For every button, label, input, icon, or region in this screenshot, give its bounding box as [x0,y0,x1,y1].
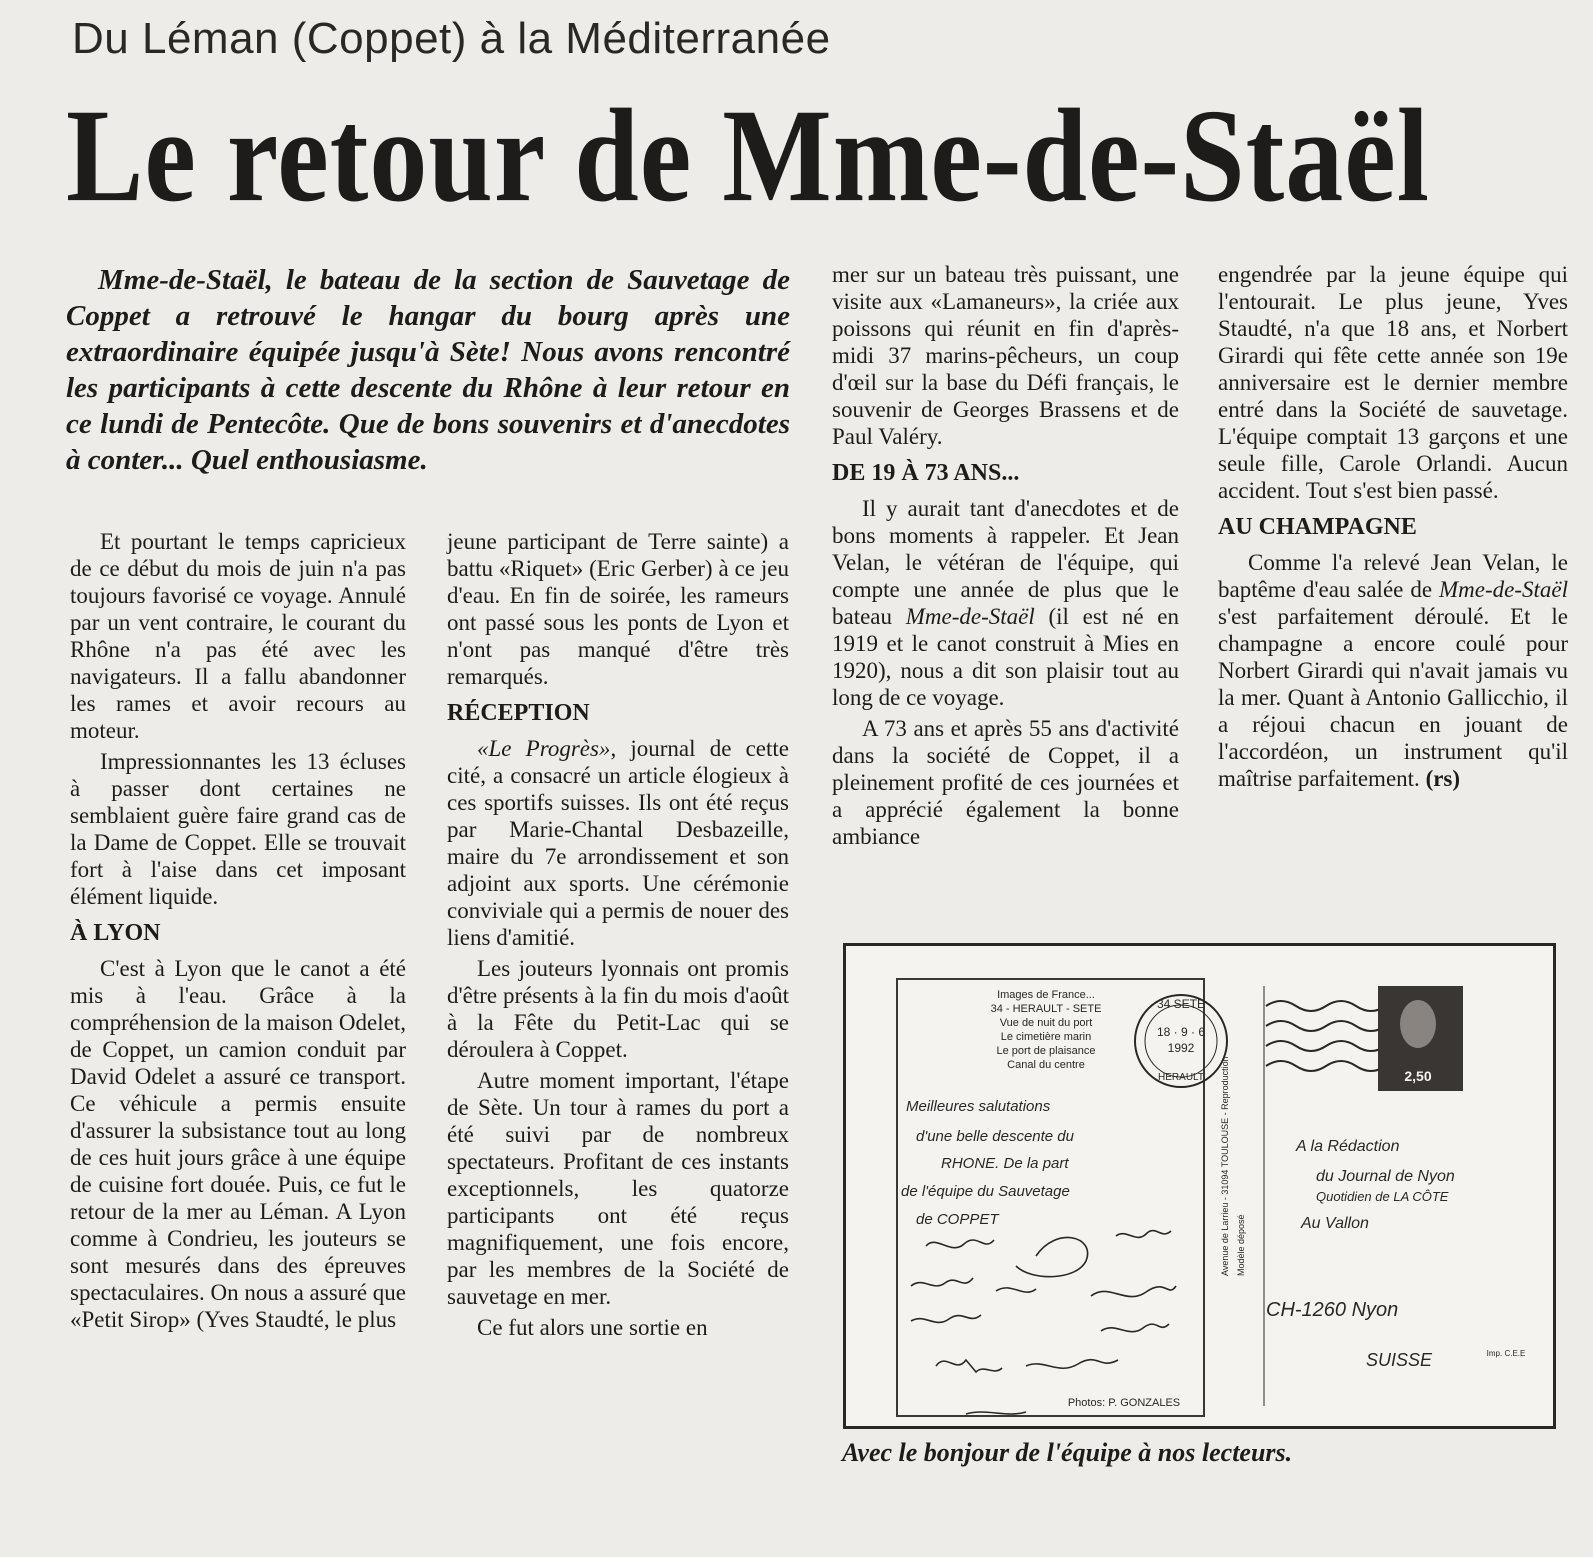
postcard-drawing [846,946,1553,1426]
postcard-printed-line: Vue de nuit du port [999,1017,1093,1029]
postcard-printed-line: Canal du centre [1007,1059,1085,1071]
paragraph: Impressionnantes les 13 écluses à passer dont certaines ne semblaient guère faire grand cas de la Dame de Coppet. Elle se trouvait fort à l'aise dans cet imposant élément liquide. [70,749,406,909]
handwritten-line: Meilleures salutations [906,1098,1051,1115]
paragraph: Les jouteurs lyonnais ont promis d'être présents à la fin du mois d'août à la Fête du Petit-Lac qui se déroulera à Coppet. [447,956,789,1062]
address-postal-code: CH-1260 Nyon [1266,1299,1399,1321]
column-3 [832,261,1179,854]
postcard-printed-line: 34 - HERAULT - SETE [990,1003,1102,1015]
postmark-year: 1992 [1167,1041,1195,1055]
paragraph: Autre moment important, l'étape de Sète. Un tour à rames du port a été suivi par de nombreux spectateurs. Profitant de ces instants exceptionnels, les quatorze participants ont été reçus magnifiquement, une fois encore, par les membres de la Société de sauvetage en mer. [447,1068,789,1309]
paragraph-text: Il y aurait tant d'anecdotes et de bons moments à rappeler. Et Jean Velan, le vétéran de l'équipe, qui compte une année de plus que le bateau [832,496,1179,629]
postcard-printed-line: Images de France... [997,989,1095,1001]
article-kicker: Du Léman (Coppet) à la Méditerranée [72,14,831,63]
section-heading-champagne: AU CHAMPAGNE [1218,514,1417,540]
photo-caption: Avec le bonjour de l'équipe à nos lecteurs. [842,1438,1293,1467]
address-country: SUISSE [1366,1350,1433,1370]
crew-signatures [911,1231,1176,1414]
newspaper-title: «Le Progrès» [477,736,611,761]
article-headline: Le retour de Mme-de-Staël [66,82,1430,231]
column-1 [70,528,406,1337]
handwritten-line: RHONE. De la part [941,1155,1069,1172]
address-line: Quotidien de LA CÔTE [1316,1189,1449,1204]
postmark [1135,995,1227,1087]
paragraph: jeune participant de Terre sainte) a battu «Riquet» (Eric Gerber) à ce jeu d'eau. En fin de soirée, les rameurs ont passé sous les ponts de Lyon et n'ont pas manqué d'être très remarqués. [447,529,789,689]
handwritten-message [901,1098,1075,1228]
postmark-town: 34 SETE [1156,997,1206,1011]
paragraph: mer sur un bateau très puissant, une visite aux «Lamaneurs», la criée aux poissons qui réunit en fin d'après-midi 37 marins-pêcheurs, un coup d'œil sur la base du Défi français, le souvenir de Georges Brassens et de Paul Valéry. [832,262,1179,449]
paragraph [447,735,789,951]
paragraph: C'est à Lyon que le canot a été mis à l'eau. Grâce à la compréhension de la maison Odelet, de Coppet, un camion conduit par David Odelet a assuré ce transport. Ce véhicule a permis ensuite d'assurer la subsistance tout au long de ces huit jours grâce à une équipe de cuisine fort douée. Puis, ce fut le retour de la mer au Léman. A Lyon comme à Condrieu, les jouteurs se sont mesurés dans des épreuves spectaculaires. On nous a assuré que «Petit Sirop» (Yves Staudté, le plus [70,956,406,1332]
recipient-address [1266,1138,1455,1370]
paragraph: engendrée par la jeune équipe qui l'entourait. Le plus jeune, Yves Staudté, n'a que 18 ans, et Norbert Girardi qui fête cette année son 19e anniversaire est le dernier membre entré dans la Société de sauvetage. L'équipe comptait 13 garçons et une seule fille, Carole Orlandi. Aucun accident. Tout s'est bien passé. [1218,262,1568,503]
postcard-printed-line: Le port de plaisance [996,1045,1096,1057]
paragraph: Et pourtant le temps capricieux de ce début du mois de juin n'a pas toujours favorisé ce voyage. Annulé par un vent contraire, le courant du Rhône n'a pas été avec les navigateurs. Il a fallu abandonner les rames et avoir recours au moteur. [70,529,406,743]
boat-name: Mme-de-Staël [905,604,1035,629]
paragraph-text: s'est parfaitement déroulé. Et le champagne a encore coulé pour Norbert Girardi qui n'avait jamais vu la mer. Quant à Antonio Gallicchio, il a réjoui chacun en jouant de l'accordéon, un instrument qu'il maîtrise parfaitement. [1218,604,1568,791]
paragraph-text: , journal de cette cité, a consacré un article élogieux à ces sportifs suisses. Ils ont été reçus par Marie-Chantal Desbazeille, maire du 7e arrondissement et son adjoint aux sports. Une cérémonie conviviale qui a permis de nouer des liens d'amitié. [447,736,789,950]
address-line: A la Rédaction [1296,1138,1400,1155]
postcard-printed-line: Le cimetière marin [1000,1031,1092,1043]
paragraph [1218,549,1568,792]
article-lead [66,262,790,478]
postage-stamp [1378,986,1463,1091]
section-heading-age: DE 19 À 73 ANS... [832,460,1020,486]
paragraph: A 73 ans et après 55 ans d'activité dans la société de Coppet, il a pleinement profité de ces journées et a apprécié également la bonne ambiance [832,716,1179,849]
postcard-photo [843,943,1556,1429]
postmark-date: 18 · 9 · 6 [1156,1025,1206,1039]
postcard-side-text: Avenue de Larrieu - 31094 TOULOUSE - Reproduction [1220,1056,1230,1276]
handwritten-line: de COPPET [916,1211,999,1228]
stamp-value: 2,50 [1404,1068,1432,1084]
paragraph [832,495,1179,711]
postmark-region: HERAULT [1158,1072,1204,1083]
handwritten-line: de l'équipe du Sauvetage [901,1183,1070,1200]
address-line: Au Vallon [1301,1215,1369,1232]
postcard-side-text: Modèle déposé [1236,1214,1246,1276]
column-2 [447,528,789,1345]
boat-name: Mme-de-Staël [1439,577,1568,602]
paragraph-text: (il est né en 1919 et le canot construit à Mies en 1920), nous a dit son plaisir tout au long de ce voyage. [832,604,1180,710]
column-4 [1218,261,1568,796]
address-line: du Journal de Nyon [1316,1168,1455,1185]
section-heading-reception: RÉCEPTION [447,700,590,726]
lead-paragraph: Mme-de-Staël, le bateau de la section de Sauvetage de Coppet a retrouvé le hangar du bourg après une extraordinaire équipée jusqu'à Sète! Nous avons rencontré les participants à cette descente du Rhône à leur retour en ce lundi de Pentecôte. Que de bons souvenirs et d'anecdotes à conter... Quel enthousiasme. [66,264,790,476]
postcard-photo-credit: Photos: P. GONZALES [1067,1397,1181,1409]
printer-mark: Imp. C.E.E [1486,1349,1526,1358]
cancellation-waves [1266,1001,1386,1071]
paragraph: Ce fut alors une sortie en [477,1315,708,1340]
author-signature: (rs) [1425,766,1461,791]
section-heading-lyon: À LYON [70,920,161,946]
handwritten-line: d'une belle descente du [916,1128,1074,1145]
paragraph-text: Comme l'a relevé Jean Velan, le baptême d'eau salée de [1218,550,1568,602]
